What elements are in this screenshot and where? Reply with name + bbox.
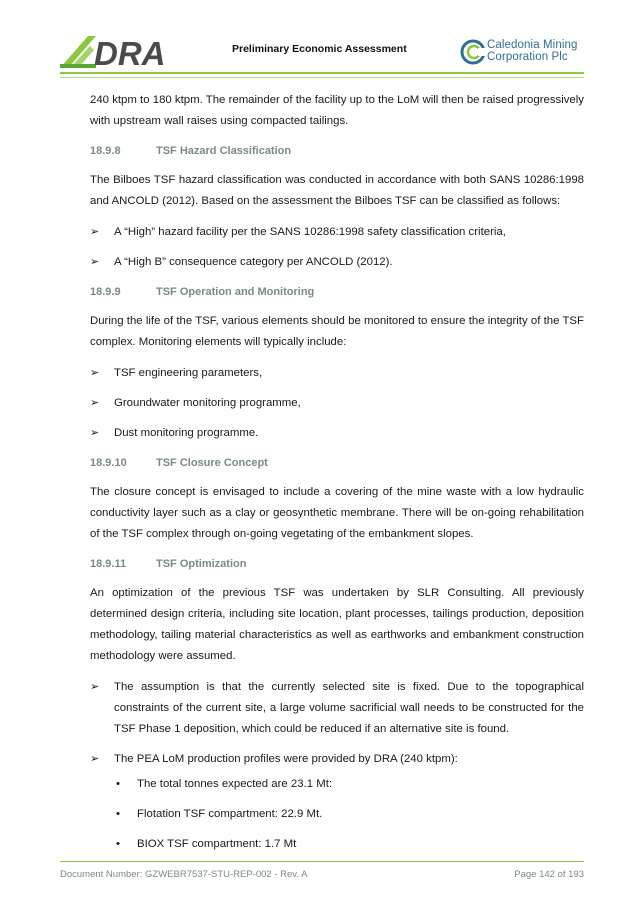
section-number: 18.9.11 xyxy=(90,558,127,570)
hazard-paragraph: The Bilboes TSF hazard classification was conducted in accordance with both SANS 10286:1998 and ANCOLD (2012). Based on the assessment the Bilboes TSF can be classified as follows: xyxy=(90,174,584,207)
dot-bullet-icon: • xyxy=(116,778,120,790)
sub-list-item-text: Flotation TSF compartment: 22.9 Mt. xyxy=(137,808,323,820)
header-rule-thin xyxy=(60,77,584,78)
arrow-bullet-icon: ➢ xyxy=(90,256,100,268)
optimization-paragraph: An optimization of the previous TSF was undertaken by SLR Consulting. All previously determined design criteria, including site location, plant processes, tailings production, deposition methodology, tailing material characteristics as well as earthworks and embankment construction methodology were assumed. xyxy=(90,587,584,662)
section-title: TSF Optimization xyxy=(156,558,247,570)
list-item-text: Dust monitoring programme. xyxy=(114,427,259,439)
header-title: Preliminary Economic Assessment xyxy=(232,43,407,55)
list-item xyxy=(90,363,584,384)
sub-list-item xyxy=(114,804,584,825)
monitoring-paragraph: During the life of the TSF, various elements should be monitored to ensure the integrity of the TSF complex. Monitoring elements will typically include: xyxy=(90,315,584,348)
sub-list-item xyxy=(114,774,584,795)
hazard-list xyxy=(90,222,584,273)
list-item xyxy=(90,749,584,855)
optimization-list xyxy=(90,677,584,855)
list-item-text: TSF engineering parameters, xyxy=(114,367,263,379)
section-heading-optimization xyxy=(90,555,584,573)
section-title: TSF Hazard Classification xyxy=(156,145,292,157)
sub-list-item xyxy=(114,834,584,855)
caledonia-logo xyxy=(460,38,584,68)
document-number: Document Number: GZWEBR7537-STU-REP-002 - Rev. A xyxy=(60,869,308,880)
section-heading-monitoring xyxy=(90,283,584,301)
page-content xyxy=(90,90,584,864)
list-item-text: The assumption is that the currently selected site is fixed. Due to the topographical constraints of the current site, a large volume sacrificial wall needs to be constructed for the TSF Phase 1 deposition, which could be reduced if an alternative site is found. xyxy=(114,681,584,735)
dra-logo-text: DRA xyxy=(94,35,166,70)
section-heading-hazard xyxy=(90,142,584,160)
footer-rule xyxy=(60,861,584,862)
production-sublist xyxy=(114,774,584,855)
list-item-text: A “High B” consequence category per ANCOLD (2012). xyxy=(114,256,393,268)
list-item-text: The PEA LoM production profiles were provided by DRA (240 ktpm): xyxy=(114,753,458,765)
arrow-bullet-icon: ➢ xyxy=(90,681,100,693)
sub-list-item-text: BIOX TSF compartment: 1.7 Mt xyxy=(137,838,297,850)
dot-bullet-icon: • xyxy=(116,808,120,820)
section-number: 18.9.9 xyxy=(90,286,121,298)
arrow-bullet-icon: ➢ xyxy=(90,226,100,238)
header-rule xyxy=(60,72,584,74)
caledonia-emblem-icon xyxy=(460,38,486,66)
intro-paragraph: 240 ktpm to 180 ktpm. The remainder of the facility up to the LoM will then be raised progressively with upstream wall raises using compacted tailings. xyxy=(90,94,584,127)
arrow-bullet-icon: ➢ xyxy=(90,367,100,379)
section-number: 18.9.10 xyxy=(90,457,127,469)
list-item-text: A “High” hazard facility per the SANS 10286:1998 safety classification criteria, xyxy=(114,226,506,238)
dot-bullet-icon: • xyxy=(116,838,120,850)
caledonia-line1: Caledonia Mining xyxy=(487,39,578,51)
arrow-bullet-icon: ➢ xyxy=(90,397,100,409)
dra-logo xyxy=(60,34,200,70)
section-number: 18.9.8 xyxy=(90,145,121,157)
page-header xyxy=(60,30,584,74)
section-title: TSF Closure Concept xyxy=(156,457,268,469)
arrow-bullet-icon: ➢ xyxy=(90,427,100,439)
section-heading-closure xyxy=(90,454,584,472)
list-item-text: Groundwater monitoring programme, xyxy=(114,397,301,409)
page-number: Page 142 of 193 xyxy=(514,869,584,880)
list-item xyxy=(90,423,584,444)
section-title: TSF Operation and Monitoring xyxy=(156,286,315,298)
list-item xyxy=(90,222,584,243)
arrow-bullet-icon: ➢ xyxy=(90,753,100,765)
caledonia-line2: Corporation Plc xyxy=(487,51,568,63)
closure-paragraph: The closure concept is envisaged to include a covering of the mine waste with a low hydraulic conductivity layer such as a clay or geosynthetic membrane. There will be on-going rehabilitation of the TSF complex through on-going vegetating of the embankment slopes. xyxy=(90,486,584,540)
list-item xyxy=(90,677,584,740)
list-item xyxy=(90,252,584,273)
list-item xyxy=(90,393,584,414)
sub-list-item-text: The total tonnes expected are 23.1 Mt: xyxy=(137,778,333,790)
monitoring-list xyxy=(90,363,584,444)
